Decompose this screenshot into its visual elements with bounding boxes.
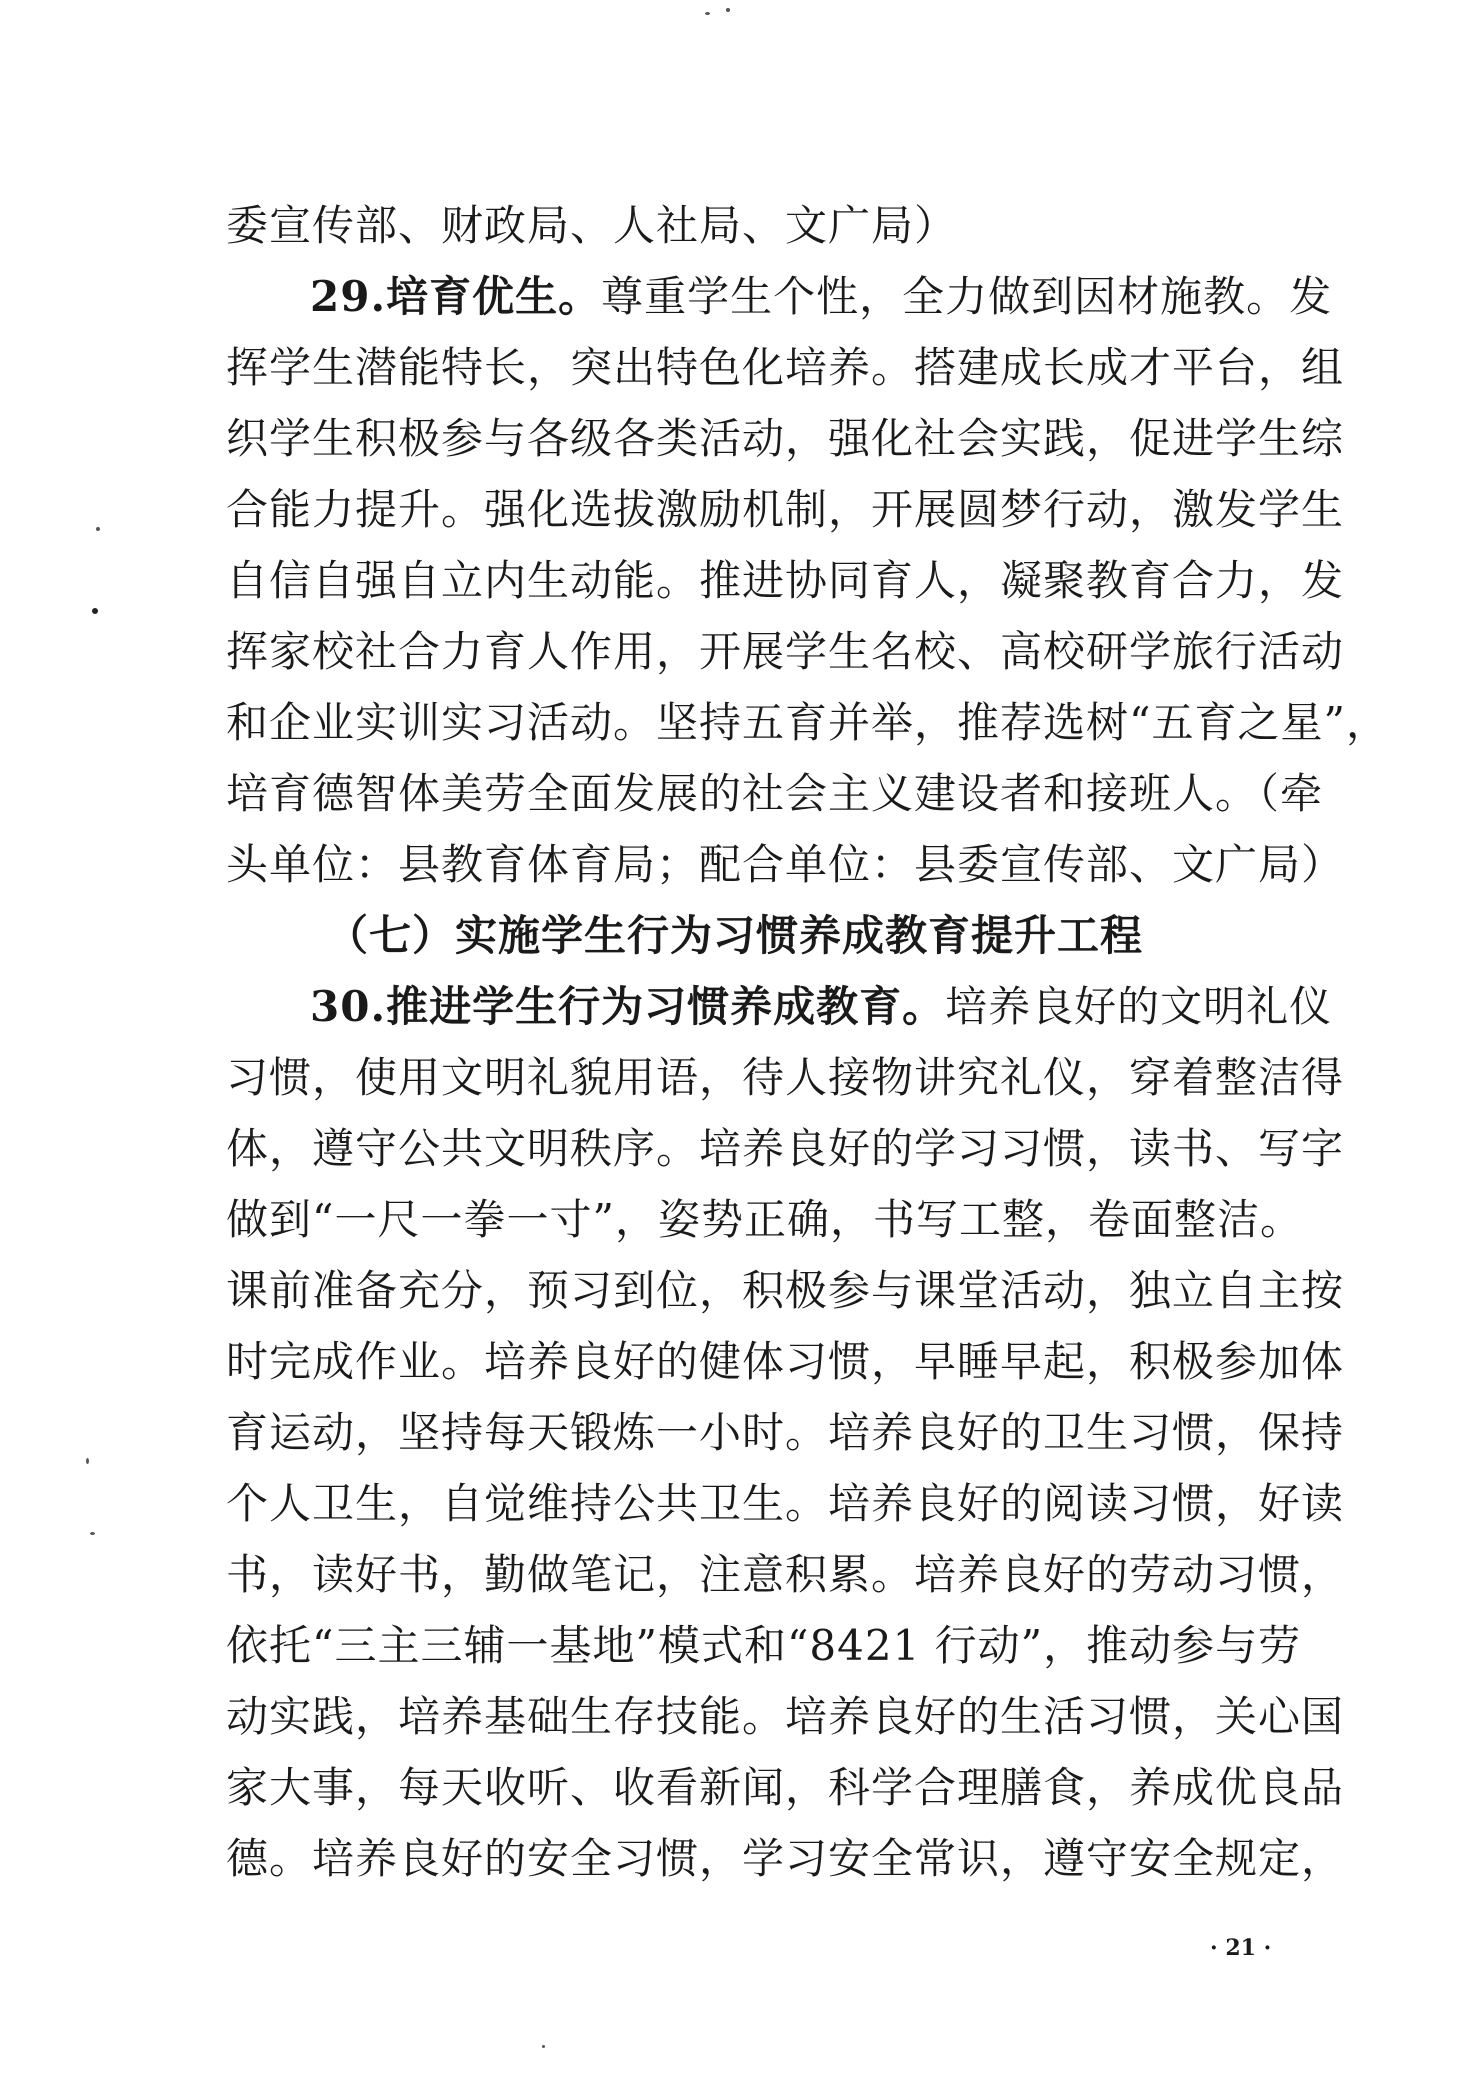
scan-speck [705,12,710,15]
item-paragraph-start [226,971,1333,1042]
text-line: 习惯，使用文明礼貌用语，待人接物讲究礼仪，穿着整洁得 [226,1053,1345,1102]
text-line: 培育德智体美劳全面发展的社会主义建设者和接班人。（牵 [226,769,1324,818]
item-text: 尊重学生个性，全力做到因材施教。发 [601,272,1333,321]
text-line: 书，读好书，勤做笔记，注意积累。培养良好的劳动习惯， [226,1550,1345,1599]
text-line: 时完成作业。培养良好的健体习惯，早睡早起，积极参加体 [226,1337,1345,1386]
scan-speck [92,608,98,614]
text-line: 织学生积极参与各级各类活动，强化社会实践，促进学生综 [226,414,1345,463]
text-line: 课前准备充分，预习到位，积极参与课堂活动，独立自主按 [226,1266,1345,1315]
text-line: 个人卫生，自觉维持公共卫生。培养良好的阅读习惯，好读 [226,1479,1345,1528]
item-text: 培养良好的文明礼仪 [945,982,1333,1031]
text-line: 依托“三主三辅一基地”模式和“8421 行动”，推动参与劳 [226,1621,1302,1670]
text-line: 合能力提升。强化选拔激励机制，开展圆梦行动，激发学生 [226,485,1345,534]
item-heading: 29.培育优生。 [310,272,602,321]
text-line: 做到“一尺一拳一寸”，姿势正确，书写工整，卷面整洁。 [226,1195,1303,1244]
text-line: 委宣传部、财政局、人社局、文广局） [226,201,958,250]
text-line: 和企业实训实习活动。坚持五育并举，推荐选树“五育之星”， [226,698,1389,747]
scan-speck [90,1532,95,1535]
text-line: 动实践，培养基础生存技能。培养良好的生活习惯，关心国 [226,1692,1345,1741]
item-heading: 30.推进学生行为习惯养成教育。 [310,982,946,1031]
text-line: 自信自强自立内生动能。推进协同育人，凝聚教育合力，发 [226,556,1345,605]
scan-speck [542,2045,545,2048]
scan-speck [86,1458,89,1464]
section-subheading: （七）实施学生行为习惯养成教育提升工程 [326,911,1144,960]
page-number: · 21 · [1210,1935,1272,1961]
text-line: 挥家校社合力育人作用，开展学生名校、高校研学旅行活动 [226,627,1345,676]
text-line: 头单位：县教育体育局；配合单位：县委宣传部、文广局） [226,840,1345,889]
body-text [226,190,1389,1894]
item-paragraph-start [226,261,1333,332]
scan-speck [726,8,730,12]
text-line: 挥学生潜能特长，突出特色化培养。搭建成长成才平台，组 [226,343,1345,392]
scan-speck [96,527,100,531]
text-line: 家大事，每天收听、收看新闻，科学合理膳食，养成优良品 [226,1763,1345,1812]
text-line: 体，遵守公共文明秩序。培养良好的学习习惯，读书、写字 [226,1124,1345,1173]
text-line: 育运动，坚持每天锻炼一小时。培养良好的卫生习惯，保持 [226,1408,1345,1457]
text-line: 德。培养良好的安全习惯，学习安全常识，遵守安全规定， [226,1834,1345,1883]
